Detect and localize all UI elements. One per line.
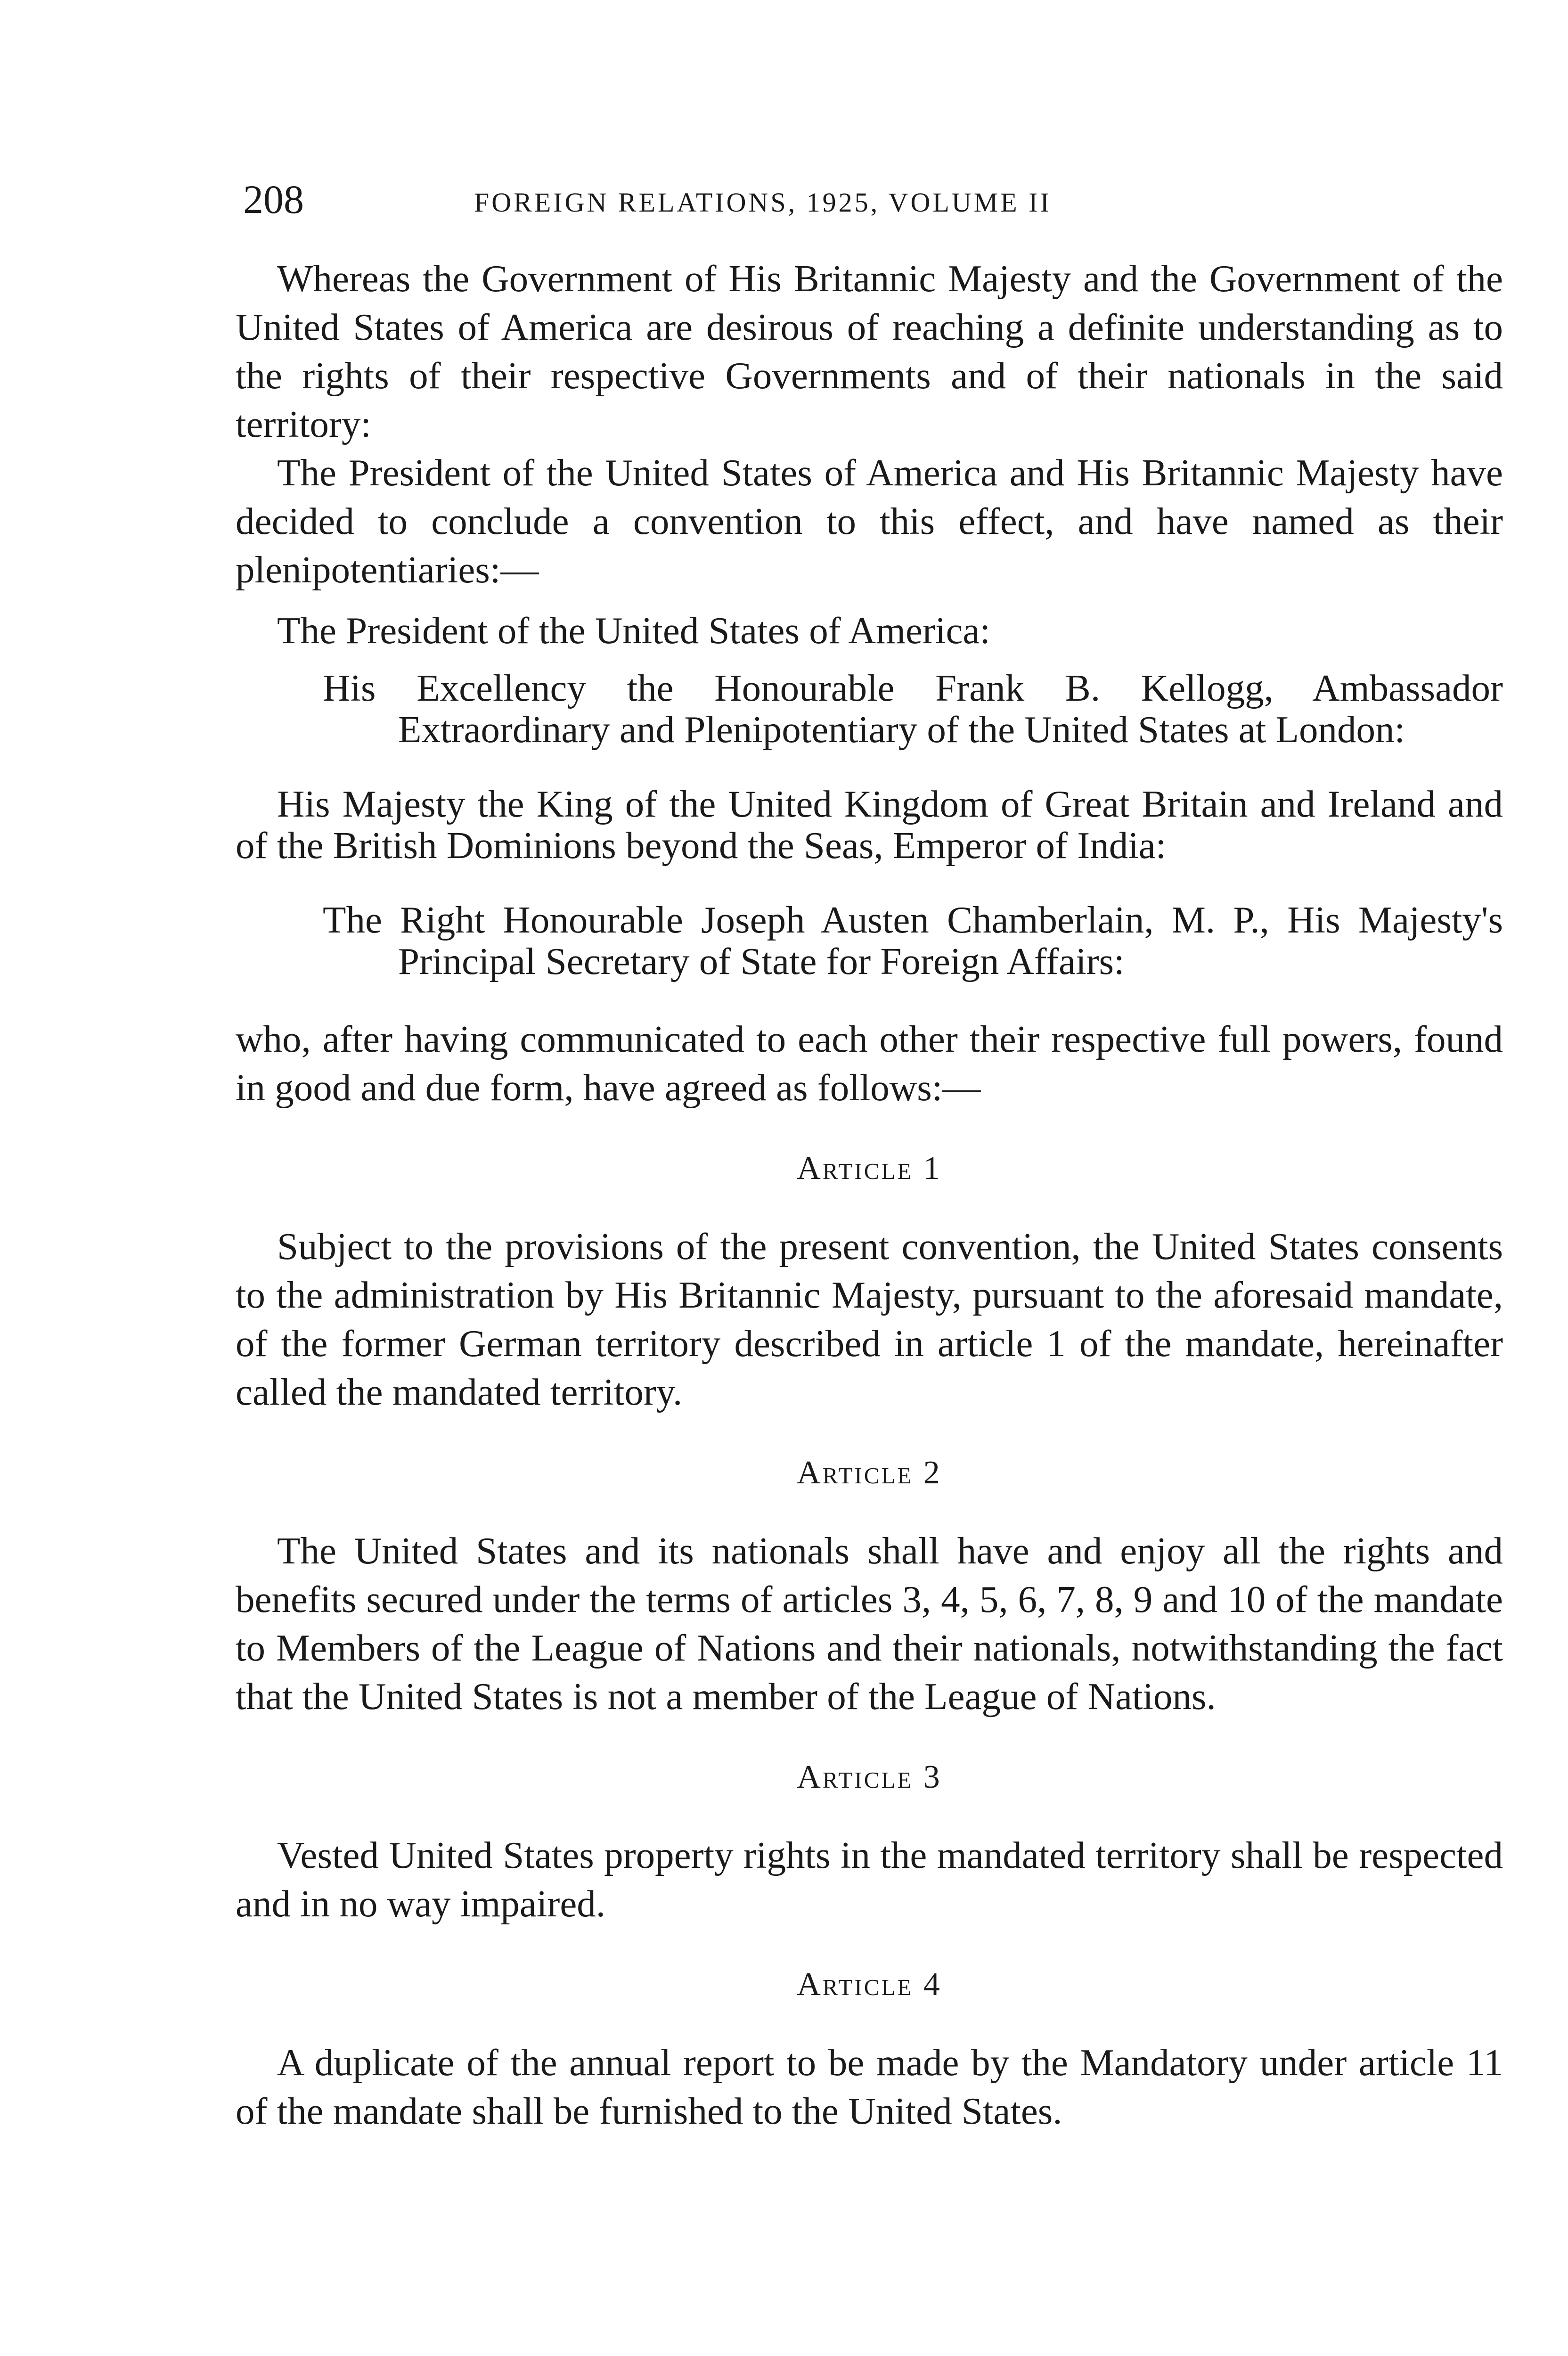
article-4-text: A duplicate of the annual report to be made by the Mandatory under article 11 of the mandate shall be furnished to the United States. xyxy=(236,2041,1503,2132)
plenipotentiaries-paragraph: The President of the United States of America and His Britannic Majesty have decided to conclude a convention to this effect, and have named as their plenipotentiaries:— xyxy=(236,451,1503,591)
us-plenipotentiary: His Excellency the Honourable Frank B. Kellogg, Ambassador Extraordinary and Plenipotentiary of the United States at London: xyxy=(323,667,1503,751)
uk-heading: His Majesty the King of the United Kingdom of Great Britain and Ireland and of the British Dominions beyond the Seas, Emperor of India: xyxy=(236,783,1503,867)
article-3-heading: Article 3 xyxy=(797,1759,942,1795)
article-2-heading: Article 2 xyxy=(797,1455,942,1491)
page-number: 208 xyxy=(243,177,304,222)
running-title: FOREIGN RELATIONS, 1925, VOLUME II xyxy=(474,187,1052,218)
article-3-text: Vested United States property rights in the mandated territory shall be respected and in no way impaired. xyxy=(236,1834,1503,1925)
article-2-text: The United States and its nationals shall have and enjoy all the rights and benefits secured under the terms of articles 3, 4, 5, 6, 7, 8, 9 and 10 of the mandate to Members of the League of Nations and their nationals, notwithstanding the fact that the United States is not a member of the League of Nations. xyxy=(236,1530,1503,1718)
article-1-text: Subject to the provisions of the present convention, the United States consents to the administration by His Britannic Majesty, pursuant to the aforesaid mandate, of the former German territory described in article 1 of the mandate, hereinafter called the mandated territory. xyxy=(236,1225,1503,1413)
agreed-paragraph: who, after having communicated to each other their respective full powers, found in good and due form, have agreed as follows:— xyxy=(236,1018,1503,1109)
document-body xyxy=(236,254,1503,2135)
article-4-heading: Article 4 xyxy=(797,1966,942,2003)
page-header xyxy=(243,173,1346,225)
whereas-paragraph: Whereas the Government of His Britannic Majesty and the Government of the United States of America are desirous of reaching a definite understanding as to the rights of their respective Governments and of their nationals in the said territory: xyxy=(236,257,1503,445)
us-heading: The President of the United States of America: xyxy=(277,609,990,652)
article-1-heading: Article 1 xyxy=(797,1150,942,1186)
uk-plenipotentiary: The Right Honourable Joseph Austen Chamberlain, M. P., His Majesty's Principal Secretary of State for Foreign Affairs: xyxy=(323,899,1503,982)
